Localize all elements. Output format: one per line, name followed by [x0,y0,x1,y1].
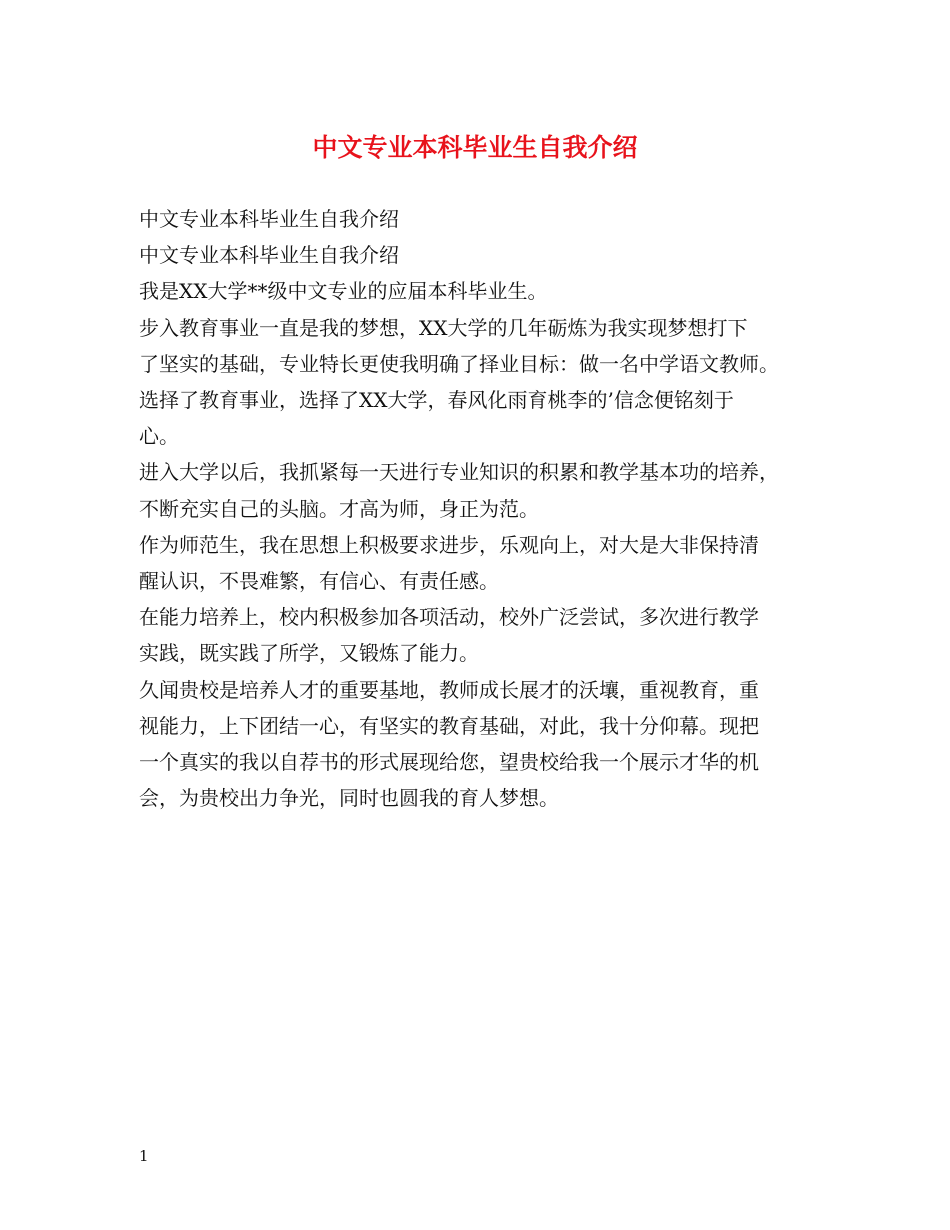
paragraph-9: 久闻贵校是培养人才的重要基地，教师成长展才的沃壤，重视教育，重 视能力，上下团结一心，有坚实的教育基础，对此，我十分仰幕。现把 一个真实的我以自荐书的形式展现给您，望贵校给我一个展示才华的机 会，为贵校出力争光，同时也圆我的育人梦想。 [139,677,759,811]
page-number: 1 [139,1147,149,1165]
paragraph-7: 作为师范生，我在思想上积极要求进步，乐观向上，对大是大非保持清 醒认识，不畏难繁，有信心、有责任感。 [139,532,759,594]
paragraph-1: 中文专业本科毕业生自我介绍 [139,207,399,231]
paragraph-5: 选择了教育事业，选择了XX大学，春风化雨育桃李的’信念便铭刻于 心。 [139,388,734,449]
paragraph-8: 在能力培养上，校内积极参加各项活动，校外广泛尝试，多次进行教学 实践，既实践了所学，又锻炼了能力。 [139,605,759,666]
paragraph-3: 我是XX大学**级中文专业的应届本科毕业生。 [139,279,548,304]
paragraph-6: 进入大学以后，我抓紧每一天进行专业知识的积累和教学基本功的培养， 不断充实自己的头脑。才高为师，身正为范。 [139,460,779,521]
document-title: 中文专业本科毕业生自我介绍 [312,133,638,162]
paragraph-2: 中文专业本科毕业生自我介绍 [139,243,399,268]
paragraph-4: 步入教育事业一直是我的梦想，XX大学的几年砺炼为我实现梦想打下 了坚实的基础，专业特长更使我明确了择业目标：做一名中学语文教师。 [139,315,779,376]
document-body [139,201,819,816]
